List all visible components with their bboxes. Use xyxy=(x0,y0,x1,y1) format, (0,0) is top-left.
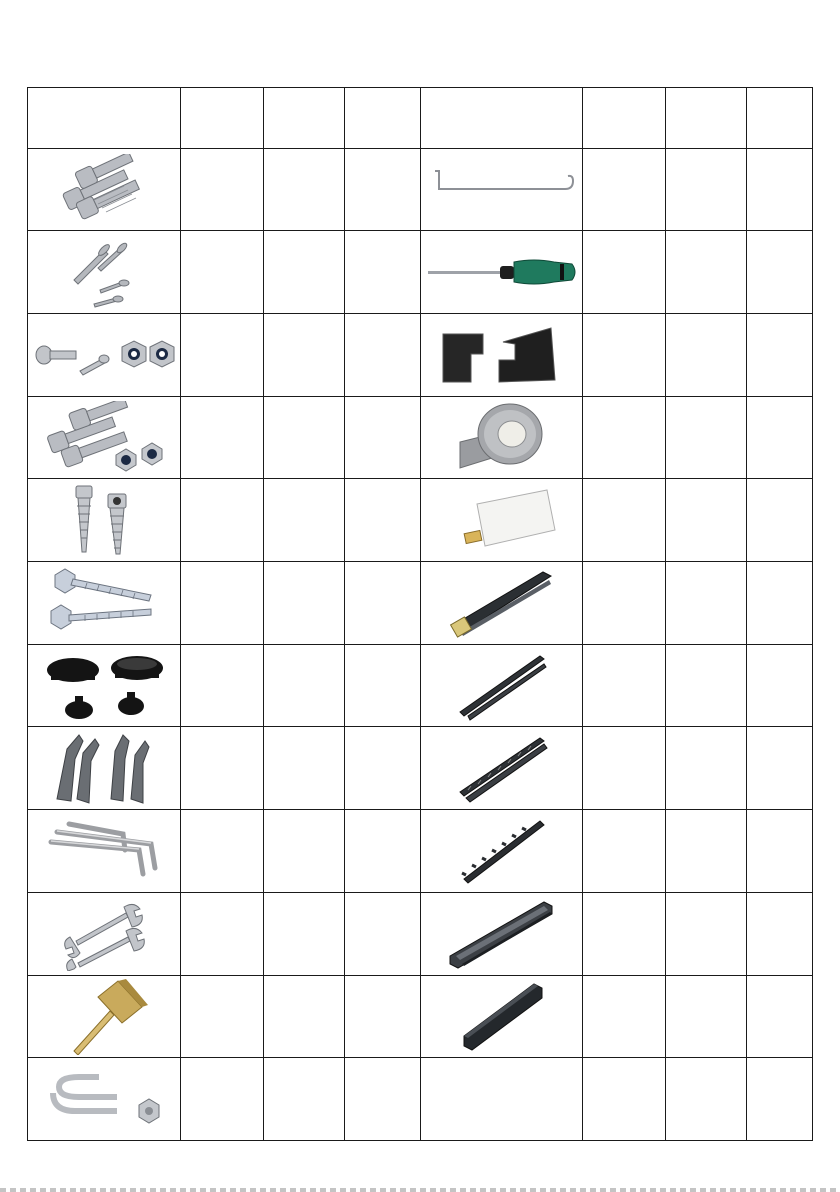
header-cell-1 xyxy=(28,88,181,149)
table-cell xyxy=(264,313,345,396)
toothed-rack-bar-icon xyxy=(454,815,550,887)
right-image-cell xyxy=(421,644,583,727)
header-cell-8 xyxy=(747,88,813,149)
table-row xyxy=(28,148,813,231)
right-image-cell xyxy=(421,727,583,810)
table-cell xyxy=(747,644,813,727)
open-end-wrenches-icon xyxy=(54,897,154,971)
usb-card-drive-icon xyxy=(447,484,557,556)
table-cell xyxy=(264,1058,345,1141)
right-image-cell xyxy=(421,479,583,562)
left-image-cell xyxy=(28,975,181,1058)
parts-list-table xyxy=(27,87,813,1141)
header-cell-5 xyxy=(421,88,583,149)
table-cell xyxy=(181,975,264,1058)
table-cell xyxy=(747,396,813,479)
table-cell xyxy=(345,810,421,893)
table-cell xyxy=(345,1058,421,1141)
left-image-cell xyxy=(28,562,181,645)
table-cell xyxy=(345,975,421,1058)
table-cell xyxy=(181,148,264,231)
table-cell xyxy=(345,892,421,975)
table-cell xyxy=(583,231,666,314)
table-cell xyxy=(666,562,747,645)
table-cell xyxy=(666,479,747,562)
table-row xyxy=(28,396,813,479)
table-cell xyxy=(264,892,345,975)
left-image-cell xyxy=(28,396,181,479)
right-image-cell xyxy=(421,231,583,314)
table-cell xyxy=(583,727,666,810)
header-cell-2 xyxy=(181,88,264,149)
left-image-cell xyxy=(28,892,181,975)
header-row xyxy=(28,88,813,149)
table-cell xyxy=(345,313,421,396)
table-cell xyxy=(666,892,747,975)
left-image-cell xyxy=(28,727,181,810)
table-row xyxy=(28,231,813,314)
table-cell xyxy=(666,1058,747,1141)
table-row xyxy=(28,810,813,893)
right-image-cell xyxy=(421,892,583,975)
table-cell xyxy=(583,810,666,893)
header-cell-3 xyxy=(264,88,345,149)
table-cell xyxy=(583,975,666,1058)
table-cell xyxy=(264,231,345,314)
aluminium-rail-channel-icon xyxy=(447,566,557,640)
table-cell xyxy=(181,479,264,562)
header-cell-6 xyxy=(583,88,666,149)
table-row xyxy=(28,313,813,396)
table-cell xyxy=(345,727,421,810)
table-cell xyxy=(666,727,747,810)
left-image-cell xyxy=(28,644,181,727)
hook-rod-icon xyxy=(427,159,577,219)
bolt-screw-and-lock-nuts-icon xyxy=(30,325,178,385)
table-row xyxy=(28,562,813,645)
black-plastic-caps-and-feet-icon xyxy=(39,648,169,724)
table-cell xyxy=(264,562,345,645)
left-image-cell xyxy=(28,1058,181,1141)
table-cell xyxy=(747,231,813,314)
table-cell xyxy=(666,396,747,479)
table-cell xyxy=(583,892,666,975)
table-cell xyxy=(264,479,345,562)
table-cell xyxy=(181,562,264,645)
table-row xyxy=(28,892,813,975)
black-foam-corner-pads-icon xyxy=(437,320,567,390)
table-cell xyxy=(583,148,666,231)
rubber-seal-strip-icon xyxy=(454,980,550,1052)
left-image-cell xyxy=(28,313,181,396)
table-row xyxy=(28,727,813,810)
table-row xyxy=(28,975,813,1058)
table-cell xyxy=(666,231,747,314)
duct-tape-roll-icon xyxy=(452,400,552,474)
table-cell xyxy=(264,975,345,1058)
table-cell xyxy=(181,810,264,893)
hex-head-tapping-screws-icon xyxy=(39,565,169,641)
table-cell xyxy=(181,1058,264,1141)
header-cell-7 xyxy=(666,88,747,149)
right-image-cell xyxy=(421,396,583,479)
table-cell xyxy=(583,644,666,727)
table-cell xyxy=(345,479,421,562)
table-cell xyxy=(583,479,666,562)
table-cell xyxy=(181,644,264,727)
table-cell xyxy=(181,231,264,314)
narrow-rail-strips-icon xyxy=(454,650,550,722)
screwdriver-icon xyxy=(424,252,580,292)
table-cell xyxy=(345,562,421,645)
table-cell xyxy=(181,727,264,810)
socket-bolts-with-lock-nuts-icon xyxy=(38,401,170,473)
left-image-cell xyxy=(28,148,181,231)
table-cell xyxy=(583,396,666,479)
table-cell xyxy=(666,810,747,893)
table-cell xyxy=(747,479,813,562)
table-cell xyxy=(666,313,747,396)
table-cell xyxy=(264,810,345,893)
table-cell xyxy=(264,644,345,727)
table-row xyxy=(28,479,813,562)
table-cell xyxy=(181,313,264,396)
table-cell xyxy=(181,892,264,975)
right-image-cell xyxy=(421,562,583,645)
right-empty-cell xyxy=(421,1058,583,1141)
table-cell xyxy=(747,313,813,396)
table-cell xyxy=(583,562,666,645)
left-image-cell xyxy=(28,810,181,893)
right-image-cell xyxy=(421,148,583,231)
table-cell xyxy=(583,1058,666,1141)
table-cell xyxy=(345,644,421,727)
hex-socket-cap-screws-icon xyxy=(44,154,164,224)
page-bottom-edge xyxy=(0,1188,840,1192)
table-cell xyxy=(345,148,421,231)
table-cell xyxy=(264,148,345,231)
wide-rail-profile-icon xyxy=(444,898,560,970)
table-row xyxy=(28,644,813,727)
table-cell xyxy=(345,396,421,479)
table-cell xyxy=(666,975,747,1058)
table-cell xyxy=(666,644,747,727)
table-cell xyxy=(747,810,813,893)
table-cell xyxy=(666,148,747,231)
table-cell xyxy=(181,396,264,479)
table-cell xyxy=(747,727,813,810)
right-image-cell xyxy=(421,313,583,396)
allen-hex-keys-icon xyxy=(39,816,169,886)
table-cell xyxy=(747,562,813,645)
self-drilling-anchor-screws-icon xyxy=(64,482,144,558)
table-cell xyxy=(345,231,421,314)
left-image-cell xyxy=(28,479,181,562)
right-image-cell xyxy=(421,810,583,893)
left-image-cell xyxy=(28,231,181,314)
u-hook-and-hex-nut-icon xyxy=(39,1067,169,1131)
table-cell xyxy=(264,727,345,810)
table-cell xyxy=(747,148,813,231)
self-tapping-wood-screws-icon xyxy=(54,234,154,310)
table-cell xyxy=(747,892,813,975)
header-cell-4 xyxy=(345,88,421,149)
table-cell xyxy=(747,1058,813,1141)
table-cell xyxy=(264,396,345,479)
rubber-mallet-icon xyxy=(56,977,152,1055)
table-row xyxy=(28,1058,813,1141)
table-cell xyxy=(747,975,813,1058)
grey-plastic-brackets-icon xyxy=(49,729,159,807)
toothed-rail-strips-icon xyxy=(454,732,550,804)
table-cell xyxy=(583,313,666,396)
right-image-cell xyxy=(421,975,583,1058)
